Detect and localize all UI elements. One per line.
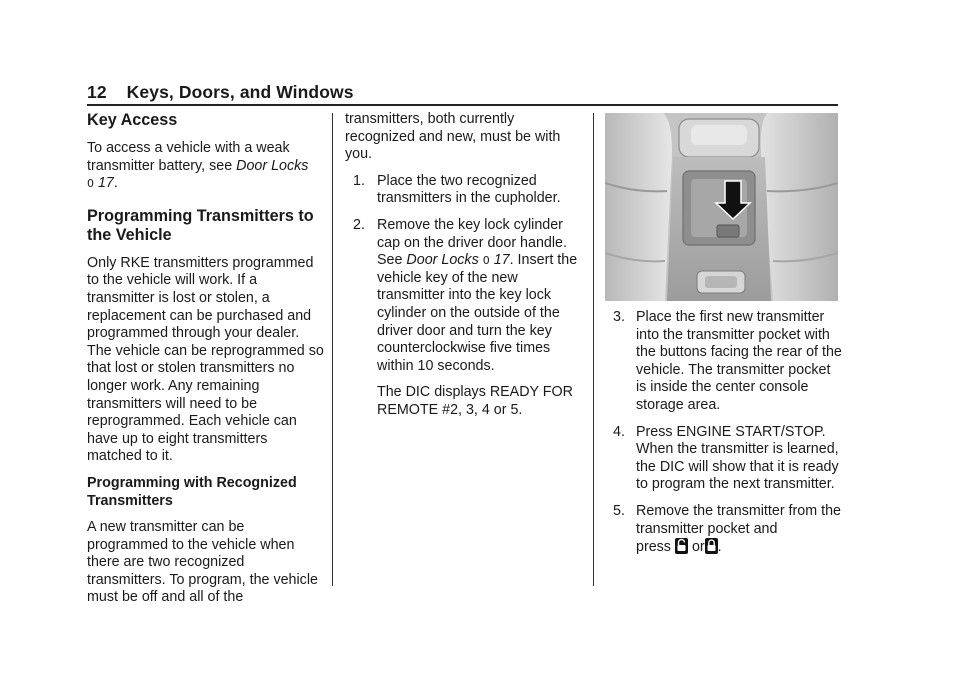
or-word: or	[691, 539, 705, 556]
page-ref-arrow-icon: 0	[482, 254, 490, 268]
step-number: 2.	[353, 216, 365, 233]
step-text: Remove the transmitter from the transmitter pocket and	[636, 502, 841, 537]
page-ref-number[interactable]: 17	[97, 175, 114, 192]
door-locks-link[interactable]: Door Locks	[406, 252, 479, 269]
step-text: Place the first new transmitter into the transmitter pocket with the buttons facing the rear of the vehicle. The transmitter pocket is inside the center console storage area.	[636, 309, 842, 413]
key-access-paragraph	[87, 140, 325, 193]
lock-icon	[705, 538, 718, 554]
page-number: 12	[87, 82, 107, 102]
step-number: 3.	[613, 309, 625, 325]
press-word: press	[636, 539, 671, 556]
continued-paragraph: transmitters, both currently recognized and new, must be with you.	[345, 111, 561, 163]
sentence-end: .	[717, 539, 722, 556]
page-header	[87, 82, 354, 103]
recognized-paragraph: A new transmitter can be programmed to the vehicle when there are two recognized transmitters. To program, the vehicle must be off and all of the	[87, 519, 318, 606]
recognized-subheading: Programming with Recognized Transmitters	[87, 474, 297, 509]
key-access-heading: Key Access	[87, 111, 178, 129]
step-4	[613, 424, 843, 494]
column-divider-1	[332, 113, 333, 586]
console-transmitter-pocket-illustration	[605, 113, 838, 301]
programming-heading: Programming Transmitters to the Vehicle	[87, 206, 314, 244]
step-number: 5.	[613, 502, 625, 519]
step-3	[613, 309, 843, 415]
step-number: 1.	[353, 172, 365, 189]
column-1	[87, 111, 325, 616]
page-ref-number[interactable]: 17	[493, 252, 510, 269]
unlock-icon	[675, 538, 688, 554]
step-text: Place the two recognized transmitters in the cupholder.	[377, 172, 561, 207]
step-text: Remove the key lock cylinder cap on the driver door handle. See	[377, 216, 567, 269]
chapter-title: Keys, Doors, and Windows	[126, 82, 354, 102]
step-number: 4.	[613, 423, 625, 440]
column-2	[345, 111, 587, 429]
step-text-continued: . Insert the vehicle key of the new transmitter into the key lock cylinder on the outside of the driver door and turn the key counterclockwise five times within 10 seconds.	[377, 252, 578, 374]
step-5	[613, 503, 843, 557]
page-ref-arrow-icon: 0	[87, 177, 94, 191]
step-2	[345, 217, 587, 375]
dic-message-paragraph: The DIC displays READY FOR REMOTE #2, 3, 4 or 5.	[377, 384, 573, 418]
column-divider-2	[593, 113, 594, 586]
step-1	[345, 173, 587, 208]
sentence-end: .	[113, 175, 118, 192]
programming-paragraph: Only RKE transmitters programmed to the vehicle will work. If a transmitter is lost or stolen, a replacement can be purchased and programmed through your dealer. The vehicle can be reprogrammed so that lost or stolen transmitters no longer work. Any remaining transmitters will need to be reprogrammed. Each vehicle can have up to eight transmitters matched to it.	[87, 254, 324, 465]
key-access-text: To access a vehicle with a weak transmitter battery, see	[87, 140, 290, 174]
step-text: Press ENGINE START/STOP. When the transmitter is learned, the DIC will show that it is ready to program the next transmitter.	[636, 423, 839, 493]
column-3	[613, 309, 843, 566]
door-locks-link[interactable]: Door Locks	[236, 157, 309, 174]
header-divider	[87, 104, 838, 106]
